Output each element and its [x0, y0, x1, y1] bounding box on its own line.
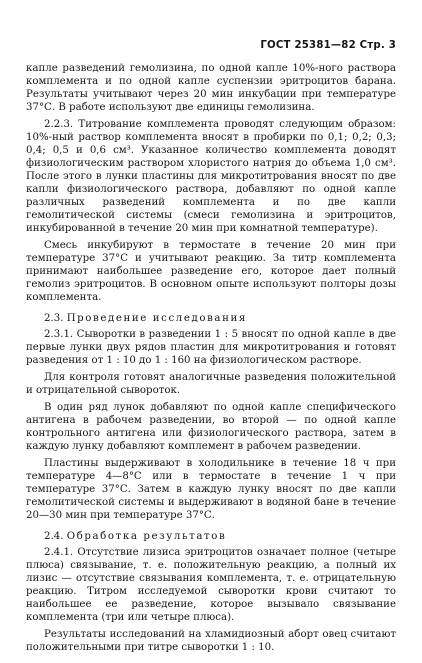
section-heading-2-3 — [26, 312, 396, 325]
document-body — [26, 62, 396, 658]
paragraph-2-4-1: 2.4.1. Отсутствие лизиса эритроцитов означает полное (четыре плюса) связывание, т. е. положительную реакцию, а полный их лизис — отсутствие связывания комплемента, т. е. отрицательную реакцию. Титром исследуемой сыворотки крови считают то наибольшее ее разведение, которое вызывало связывание комплемента (три или четыре плюса). — [26, 547, 396, 623]
paragraph-2-2-3: 2.2.3. Титрование комплемента проводят следующим образом: 10%-ный раствор комплемента вносят в пробирки по 0,1; 0,2; 0,3; 0,4; 0,5 и 0,6 см³. Указанное количество комплемента доводят физиологическим раствором хлористого натрия до объема 1,0 см³. После этого в лунки пластины для микротитрования вносят по две капли физиологического раствора, добавляют по одной капле различных разведений комплемента и по две капли гемолитической системы (смеси гемолизина и эритроцитов, инкубированной в течение 20 мин при комнатной температуре). — [26, 119, 396, 234]
paragraph-2-3-1: 2.3.1. Сыворотки в разведении 1 : 5 вносят по одной капле в две первые лунки двух рядов пластин для микротитрования и готовят разведения от 1 : 10 до 1 : 160 на физиологическом растворе. — [26, 329, 396, 366]
section-number: 2.3. — [44, 313, 64, 324]
paragraph-results: Результаты исследований на хламидиозный аборт овец считают положительными при титре сыворотки 1 : 10. — [26, 629, 396, 653]
paragraph-incubation: Смесь инкубируют в термостате в течение 20 мин при температуре 37°С и учитывают реакцию. За титр комплемента принимают наибольшее разведение его, которое дает полный гемолиз эритроцитов. В основном опыте используют полторы дозы комплемента. — [26, 240, 396, 303]
paragraph-controls: Для контроля готовят аналогичные разведения положительной и отрицательной сывороток. — [26, 372, 396, 396]
section-title: Проведение исследования — [66, 313, 247, 324]
paragraph-antigen: В один ряд лунок добавляют по одной капле специфического антигена в рабочем разведении, во второй — по одной капле контрольного антигена или физиологического раствора, затем в каждую лунку добавляют комплемент в рабочем разведении. — [26, 402, 396, 452]
paragraph-plates: Пластины выдерживают в холодильнике в течение 18 ч при температуре 4—8°С или в термостате в течение 1 ч при температуре 37°С. Затем в каждую лунку вносят по две капли гемолитической системы и выдерживают в водяной бане в течение 20—30 мин при температуре 37°С. — [26, 458, 396, 521]
section-heading-2-4 — [26, 530, 396, 543]
section-number: 2.4. — [44, 531, 64, 542]
section-title: Обработка результатов — [66, 531, 227, 542]
paragraph-gemolysin-dilutions: капле разведений гемолизина, по одной капле 10%-ного раствора комплемента и по одной капле суспензии эритроцитов барана. Результаты учитывают через 20 мин инкубации при температуре 37°С. В работе используют две единицы гемолизина. — [26, 63, 396, 113]
page-header: ГОСТ 25381—82 Стр. 3 — [260, 40, 396, 51]
